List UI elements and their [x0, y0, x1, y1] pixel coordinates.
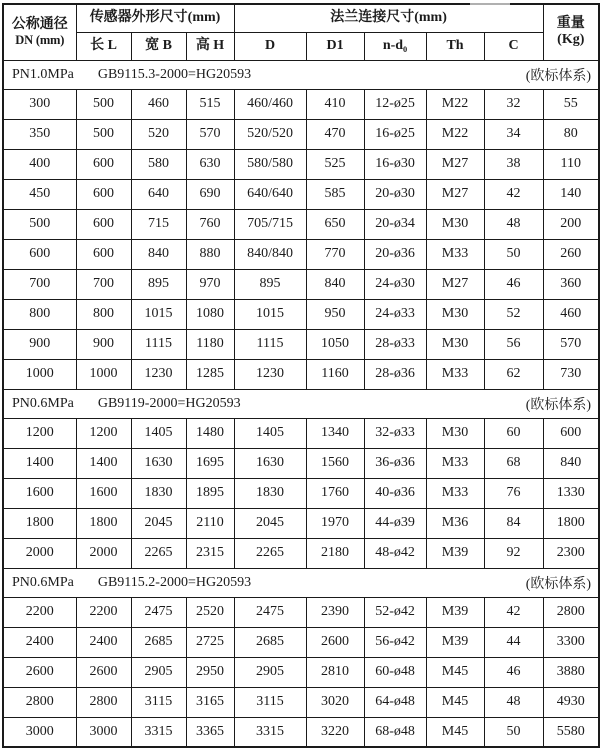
- spec-cell: M30: [426, 418, 484, 448]
- spec-cell: 1405: [131, 418, 186, 448]
- spec-cell: 1400: [76, 448, 131, 478]
- spec-cell: 500: [76, 89, 131, 119]
- spec-cell: 640: [131, 179, 186, 209]
- spec-cell: 1015: [234, 299, 306, 329]
- spec-cell: 16-ø30: [364, 149, 426, 179]
- spec-cell: 350: [3, 119, 76, 149]
- spec-cell: 1115: [131, 329, 186, 359]
- subheader-d1: D1: [306, 32, 364, 60]
- spec-cell: 1600: [76, 478, 131, 508]
- spec-cell: 3315: [234, 717, 306, 747]
- spec-cell: 1600: [3, 478, 76, 508]
- spec-cell: 1480: [186, 418, 234, 448]
- spec-cell: 2045: [234, 508, 306, 538]
- spec-cell: 62: [484, 359, 543, 389]
- spec-cell: 55: [543, 89, 599, 119]
- standard-code: GB9119-2000=HG20593: [97, 395, 241, 411]
- spec-cell: 1630: [234, 448, 306, 478]
- section-header-cell: [3, 60, 599, 89]
- spec-row: [3, 149, 599, 179]
- spec-cell: M45: [426, 657, 484, 687]
- spec-cell: M27: [426, 149, 484, 179]
- header-flange-connection-group: 法兰连接尺寸(mm): [234, 4, 543, 32]
- spec-cell: 2200: [3, 597, 76, 627]
- spec-cell: M30: [426, 329, 484, 359]
- spec-row: [3, 179, 599, 209]
- spec-row: [3, 209, 599, 239]
- spec-row: [3, 627, 599, 657]
- spec-cell: 570: [543, 329, 599, 359]
- spec-row: [3, 478, 599, 508]
- spec-cell: 2400: [76, 627, 131, 657]
- spec-cell: 46: [484, 657, 543, 687]
- spec-cell: 2200: [76, 597, 131, 627]
- spec-cell: 28-ø36: [364, 359, 426, 389]
- spec-cell: M30: [426, 209, 484, 239]
- spec-cell: 895: [131, 269, 186, 299]
- pressure-rating: PN0.6MPa: [12, 395, 74, 411]
- spec-cell: 515: [186, 89, 234, 119]
- spec-cell: 950: [306, 299, 364, 329]
- spec-cell: 68-ø48: [364, 717, 426, 747]
- spec-cell: 2000: [76, 538, 131, 568]
- spec-cell: 32-ø33: [364, 418, 426, 448]
- subheader-height-h: 高 H: [186, 32, 234, 60]
- spec-cell: 600: [76, 179, 131, 209]
- spec-cell: 580: [131, 149, 186, 179]
- spec-row: [3, 657, 599, 687]
- spec-cell: 3000: [3, 717, 76, 747]
- section-header-cell: [3, 568, 599, 597]
- spec-cell: 4930: [543, 687, 599, 717]
- spec-cell: 50: [484, 717, 543, 747]
- spec-cell: 900: [3, 329, 76, 359]
- subheader-length-l: 长 L: [76, 32, 131, 60]
- header-sensor-dimensions-group: 传感器外形尺寸(mm): [76, 4, 234, 32]
- spec-cell: 690: [186, 179, 234, 209]
- page-crop-artifact: [470, 3, 510, 5]
- spec-cell: 60: [484, 418, 543, 448]
- spec-cell: 2300: [543, 538, 599, 568]
- spec-cell: 520: [131, 119, 186, 149]
- spec-cell: 1695: [186, 448, 234, 478]
- section-header-row: [3, 568, 599, 597]
- spec-cell: 1405: [234, 418, 306, 448]
- spec-cell: 68: [484, 448, 543, 478]
- spec-cell: 2390: [306, 597, 364, 627]
- spec-cell: 24-ø33: [364, 299, 426, 329]
- spec-cell: 52: [484, 299, 543, 329]
- spec-cell: 3115: [234, 687, 306, 717]
- spec-cell: 2685: [234, 627, 306, 657]
- header-nominal-diameter: [3, 4, 76, 60]
- spec-row: [3, 717, 599, 747]
- spec-cell: 1000: [76, 359, 131, 389]
- spec-row: [3, 687, 599, 717]
- spec-cell: 410: [306, 89, 364, 119]
- spec-cell: 48: [484, 687, 543, 717]
- spec-cell: 3220: [306, 717, 364, 747]
- spec-cell: 1000: [3, 359, 76, 389]
- spec-cell: 2520: [186, 597, 234, 627]
- spec-cell: 3020: [306, 687, 364, 717]
- spec-cell: 840: [131, 239, 186, 269]
- spec-row: [3, 597, 599, 627]
- spec-cell: 1830: [131, 478, 186, 508]
- spec-cell: 28-ø33: [364, 329, 426, 359]
- dimension-spec-table: [2, 3, 600, 748]
- spec-cell: 705/715: [234, 209, 306, 239]
- spec-cell: 460: [543, 299, 599, 329]
- spec-cell: 700: [76, 269, 131, 299]
- spec-cell: 52-ø42: [364, 597, 426, 627]
- spec-cell: 260: [543, 239, 599, 269]
- spec-row: [3, 119, 599, 149]
- spec-cell: 92: [484, 538, 543, 568]
- spec-cell: 470: [306, 119, 364, 149]
- spec-cell: M45: [426, 687, 484, 717]
- spec-cell: 44: [484, 627, 543, 657]
- spec-cell: 700: [3, 269, 76, 299]
- spec-cell: 2950: [186, 657, 234, 687]
- spec-row: [3, 239, 599, 269]
- spec-cell: 1050: [306, 329, 364, 359]
- spec-cell: 525: [306, 149, 364, 179]
- spec-cell: 2045: [131, 508, 186, 538]
- spec-cell: M33: [426, 478, 484, 508]
- spec-row: [3, 448, 599, 478]
- standard-system-note: (欧标体系): [525, 68, 592, 84]
- spec-cell: M39: [426, 597, 484, 627]
- spec-cell: 42: [484, 179, 543, 209]
- spec-cell: 450: [3, 179, 76, 209]
- section-header-content: [4, 573, 598, 593]
- spec-cell: 140: [543, 179, 599, 209]
- spec-cell: 800: [3, 299, 76, 329]
- spec-cell: 5580: [543, 717, 599, 747]
- spec-cell: 2265: [131, 538, 186, 568]
- spec-cell: 1015: [131, 299, 186, 329]
- spec-cell: 12-ø25: [364, 89, 426, 119]
- spec-cell: 44-ø39: [364, 508, 426, 538]
- spec-cell: 2810: [306, 657, 364, 687]
- spec-row: [3, 299, 599, 329]
- spec-cell: 3300: [543, 627, 599, 657]
- spec-cell: 84: [484, 508, 543, 538]
- spec-cell: 800: [76, 299, 131, 329]
- spec-row: [3, 329, 599, 359]
- spec-cell: 1200: [76, 418, 131, 448]
- spec-cell: 2800: [76, 687, 131, 717]
- spec-row: [3, 538, 599, 568]
- spec-cell: 1340: [306, 418, 364, 448]
- spec-cell: 2315: [186, 538, 234, 568]
- spec-cell: 20-ø30: [364, 179, 426, 209]
- spec-cell: 1160: [306, 359, 364, 389]
- subheader-c: C: [484, 32, 543, 60]
- spec-cell: 76: [484, 478, 543, 508]
- spec-cell: 24-ø30: [364, 269, 426, 299]
- spec-cell: 715: [131, 209, 186, 239]
- spec-row: [3, 418, 599, 448]
- spec-cell: 1230: [234, 359, 306, 389]
- spec-cell: 500: [76, 119, 131, 149]
- header-nominal-diameter-dn: DN (mm): [15, 33, 65, 48]
- spec-cell: 1630: [131, 448, 186, 478]
- spec-cell: 2475: [131, 597, 186, 627]
- spec-cell: M39: [426, 538, 484, 568]
- spec-cell: 40-ø36: [364, 478, 426, 508]
- spec-cell: 1330: [543, 478, 599, 508]
- header-nominal-diameter-cn: 公称通径: [11, 17, 68, 33]
- spec-cell: 1115: [234, 329, 306, 359]
- spec-cell: 770: [306, 239, 364, 269]
- spec-cell: 400: [3, 149, 76, 179]
- spec-cell: 2800: [3, 687, 76, 717]
- spec-cell: 16-ø25: [364, 119, 426, 149]
- spec-cell: 60-ø48: [364, 657, 426, 687]
- spec-row: [3, 359, 599, 389]
- spec-sheet-page: [0, 3, 600, 756]
- header-weight-unit: (Kg): [557, 32, 585, 48]
- spec-cell: 2000: [3, 538, 76, 568]
- spec-cell: 42: [484, 597, 543, 627]
- section-header-content: [4, 394, 598, 414]
- spec-cell: 34: [484, 119, 543, 149]
- spec-cell: 2905: [234, 657, 306, 687]
- spec-cell: 600: [3, 239, 76, 269]
- table-header: [3, 4, 599, 60]
- spec-cell: M36: [426, 508, 484, 538]
- header-weight-cn: 重量: [556, 16, 585, 32]
- spec-cell: M33: [426, 239, 484, 269]
- spec-cell: 2180: [306, 538, 364, 568]
- subheader-n-d0: n-d₀: [364, 32, 426, 60]
- spec-cell: M33: [426, 448, 484, 478]
- spec-cell: 1285: [186, 359, 234, 389]
- spec-cell: 2685: [131, 627, 186, 657]
- spec-cell: 1560: [306, 448, 364, 478]
- spec-cell: 2600: [76, 657, 131, 687]
- spec-cell: 1970: [306, 508, 364, 538]
- spec-cell: 3365: [186, 717, 234, 747]
- spec-cell: 1180: [186, 329, 234, 359]
- spec-cell: 2110: [186, 508, 234, 538]
- spec-cell: 200: [543, 209, 599, 239]
- spec-cell: 1200: [3, 418, 76, 448]
- spec-cell: 600: [76, 149, 131, 179]
- spec-cell: 840: [306, 269, 364, 299]
- spec-cell: 80: [543, 119, 599, 149]
- spec-row: [3, 508, 599, 538]
- spec-cell: 500: [3, 209, 76, 239]
- spec-cell: 2800: [543, 597, 599, 627]
- spec-cell: 970: [186, 269, 234, 299]
- header-weight: [543, 4, 599, 60]
- spec-cell: 630: [186, 149, 234, 179]
- spec-cell: 3000: [76, 717, 131, 747]
- spec-cell: 900: [76, 329, 131, 359]
- spec-cell: 3115: [131, 687, 186, 717]
- spec-cell: 600: [76, 209, 131, 239]
- spec-cell: M27: [426, 269, 484, 299]
- spec-cell: 600: [543, 418, 599, 448]
- spec-cell: 840/840: [234, 239, 306, 269]
- spec-cell: 1800: [76, 508, 131, 538]
- spec-cell: 2600: [306, 627, 364, 657]
- subheader-width-b: 宽 B: [131, 32, 186, 60]
- spec-cell: 880: [186, 239, 234, 269]
- spec-cell: 2600: [3, 657, 76, 687]
- subheader-th: Th: [426, 32, 484, 60]
- spec-cell: 64-ø48: [364, 687, 426, 717]
- spec-cell: 1230: [131, 359, 186, 389]
- spec-cell: 50: [484, 239, 543, 269]
- spec-cell: 585: [306, 179, 364, 209]
- spec-cell: 730: [543, 359, 599, 389]
- spec-cell: 1080: [186, 299, 234, 329]
- spec-cell: 2905: [131, 657, 186, 687]
- section-header-row: [3, 60, 599, 89]
- subheader-d: D: [234, 32, 306, 60]
- standard-code: GB9115.3-2000=HG20593: [97, 66, 252, 82]
- spec-cell: 840: [543, 448, 599, 478]
- spec-cell: M45: [426, 717, 484, 747]
- spec-cell: 570: [186, 119, 234, 149]
- table-body: [3, 60, 599, 747]
- spec-cell: 1400: [3, 448, 76, 478]
- spec-cell: 36-ø36: [364, 448, 426, 478]
- pressure-rating: PN0.6MPa: [12, 574, 74, 590]
- spec-row: [3, 269, 599, 299]
- header-subcolumn-row: [3, 32, 599, 60]
- header-group-row: [3, 4, 599, 32]
- spec-cell: M27: [426, 179, 484, 209]
- spec-cell: 1800: [543, 508, 599, 538]
- spec-cell: 3315: [131, 717, 186, 747]
- spec-cell: M39: [426, 627, 484, 657]
- spec-cell: 2265: [234, 538, 306, 568]
- spec-cell: M30: [426, 299, 484, 329]
- section-header-content: [4, 65, 598, 85]
- spec-cell: 460: [131, 89, 186, 119]
- spec-cell: 300: [3, 89, 76, 119]
- spec-cell: 895: [234, 269, 306, 299]
- spec-cell: 640/640: [234, 179, 306, 209]
- spec-cell: 20-ø36: [364, 239, 426, 269]
- standard-code: GB9115.2-2000=HG20593: [97, 574, 252, 590]
- spec-cell: 2725: [186, 627, 234, 657]
- spec-cell: M22: [426, 89, 484, 119]
- spec-cell: 1830: [234, 478, 306, 508]
- spec-cell: 32: [484, 89, 543, 119]
- spec-cell: 3880: [543, 657, 599, 687]
- spec-cell: 1800: [3, 508, 76, 538]
- standard-system-note: (欧标体系): [525, 397, 592, 413]
- spec-cell: M22: [426, 119, 484, 149]
- spec-cell: 20-ø34: [364, 209, 426, 239]
- spec-cell: 2400: [3, 627, 76, 657]
- spec-cell: 1760: [306, 478, 364, 508]
- spec-cell: 760: [186, 209, 234, 239]
- spec-cell: M33: [426, 359, 484, 389]
- spec-cell: 580/580: [234, 149, 306, 179]
- spec-cell: 38: [484, 149, 543, 179]
- spec-cell: 3165: [186, 687, 234, 717]
- spec-cell: 56-ø42: [364, 627, 426, 657]
- spec-cell: 2475: [234, 597, 306, 627]
- standard-system-note: (欧标体系): [525, 576, 592, 592]
- spec-cell: 110: [543, 149, 599, 179]
- section-header-cell: [3, 389, 599, 418]
- spec-cell: 46: [484, 269, 543, 299]
- spec-cell: 520/520: [234, 119, 306, 149]
- spec-cell: 650: [306, 209, 364, 239]
- spec-cell: 48: [484, 209, 543, 239]
- spec-cell: 460/460: [234, 89, 306, 119]
- spec-cell: 360: [543, 269, 599, 299]
- pressure-rating: PN1.0MPa: [12, 66, 74, 82]
- spec-cell: 48-ø42: [364, 538, 426, 568]
- spec-cell: 600: [76, 239, 131, 269]
- spec-cell: 56: [484, 329, 543, 359]
- spec-cell: 1895: [186, 478, 234, 508]
- section-header-row: [3, 389, 599, 418]
- spec-row: [3, 89, 599, 119]
